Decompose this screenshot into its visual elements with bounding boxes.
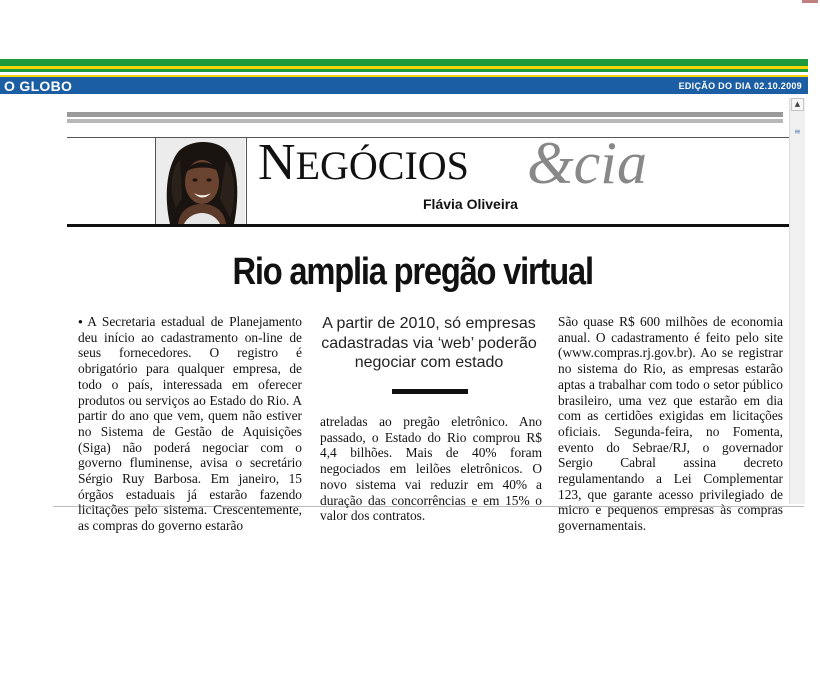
column-title [258, 133, 469, 196]
article-column-3: São quase R$ 600 milhões de economia anual. O cadastramento é feito pelo site (www.compras.rj.gov.br). Ao se registrar no sistema do Rio, as empresas estarão aptas a trabalhar com todo o setor público brasileiro, uma vez que estarão em dia com as certidões exigidas em licitações oficiais. Segunda-feira, no Fomenta, evento do Sebrae/RJ, o governador Sergio Cabral assina decreto regulamentando a Lei Complementar 123, que garante acesso privilegiado de micro e pequenos empresas às compras governamentais. [558, 314, 783, 534]
column-header-bottom-rule [67, 224, 789, 227]
brand-stripe-green [0, 59, 808, 66]
pull-quote-rule [392, 389, 468, 394]
article-column-2: atreladas ao pregão eletrônico. Ano passado, o Estado do Rio comprou R$ 4,4 bilhões. Mais de 40% foram negociados em leilões eletrônicos. O novo sistema vai reduzir em 40% a duração das concorrências e em 15% o valor dos contratos. [320, 414, 542, 524]
author-portrait-image [156, 138, 245, 224]
article-column-1-text: A Secretaria estadual de Planejamento deu início ao cadastramento on-line de seus fornecedores. O registro é obrigatório para qualquer empresa, de todo o país, interessada em oferecer produtos ou serviços ao Estado do Rio. A partir do ano que vem, quem não estiver no Sistema de Gestão de Aquisições (Siga) não poderá negociar com o governo fluminense, avisa o secretário Sérgio Ruy Barbosa. Em janeiro, 15 órgãos estaduais já estarão fazendo licitações pelo sistema. Crescentemente, as compras do governo estarão [78, 314, 302, 534]
column-title-rest: EGÓCIOS [295, 143, 469, 188]
author-photo [156, 138, 245, 224]
header-bar [0, 77, 808, 94]
photo-frame-right [246, 137, 247, 224]
article-headline: Rio amplia pregão virtual [232, 251, 593, 293]
section-rule-top [67, 112, 783, 117]
vertical-scrollbar[interactable] [789, 98, 805, 504]
triangle-up-icon[interactable]: ▲ [791, 98, 804, 111]
pull-quote: A partir de 2010, só empresas cadastradas via ‘web’ poderão negociar com estado [321, 315, 537, 371]
edition-date: EDIÇÃO DO DIA 02.10.2009 [678, 80, 802, 91]
window-corner-mark [802, 0, 818, 3]
article-column-1 [78, 314, 302, 534]
column-title-suffix: &cia [527, 130, 647, 196]
author-name: Flávia Oliveira [423, 196, 518, 212]
section-rule-bottom [67, 119, 783, 123]
column-title-initial: N [258, 134, 296, 191]
newspaper-logo: O GLOBO [4, 77, 73, 94]
bullet-icon: ● [78, 317, 86, 326]
grip-icon[interactable]: ≡ [794, 127, 801, 136]
